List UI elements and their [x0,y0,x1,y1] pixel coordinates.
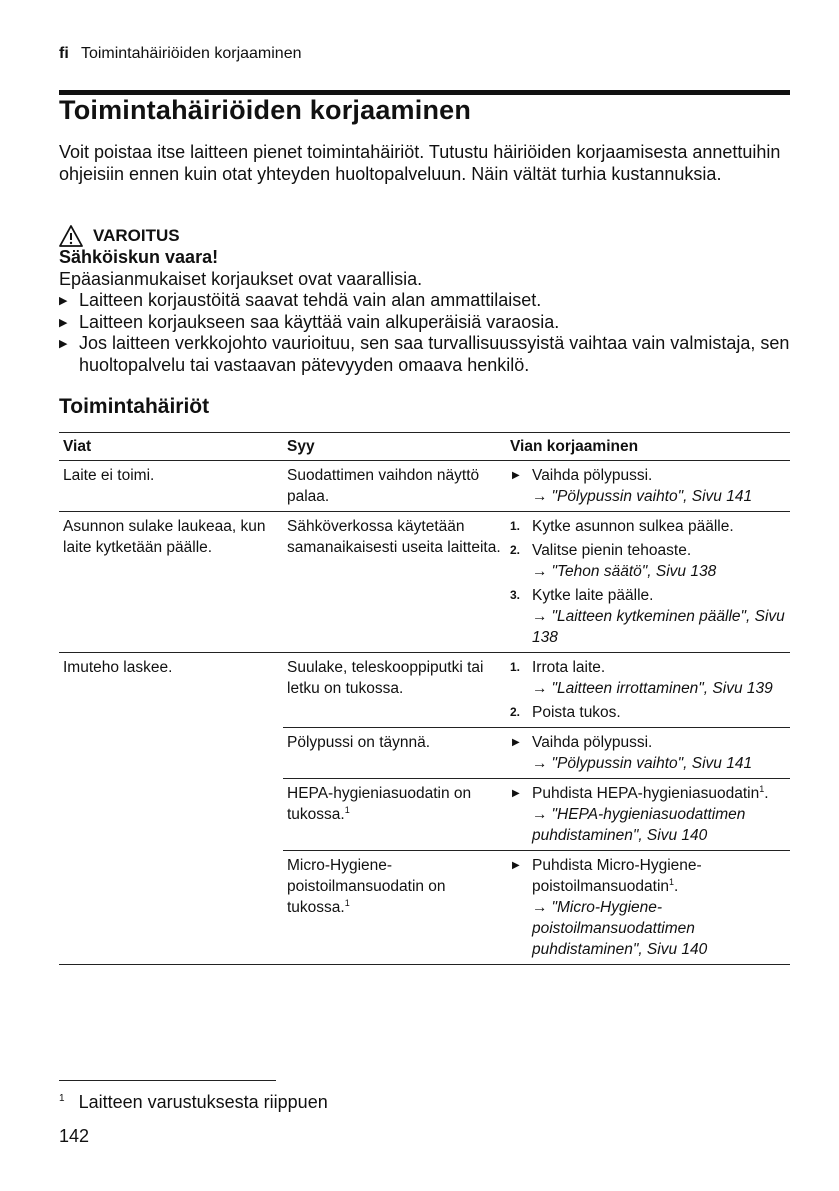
fix-step: ▶ Puhdista HEPA-hygieniasuodatin$^1$. [512,783,769,802]
footnote-number: 1 [59,1093,65,1104]
bullet-icon: ▶ [512,860,520,871]
table-row [59,512,790,653]
fix-cell [506,461,790,511]
arrow-icon: → [532,563,548,580]
footnote-rule [59,1080,276,1081]
page-reference: → "Laitteen irrottaminen", Sivu 139 [532,680,773,697]
fix-step: 3. Kytke laite päälle. [510,587,654,604]
page-reference: → "Pölypussin vaihto", Sivu 141 [532,488,753,505]
bullet-icon: ▶ [512,788,520,799]
table-row [59,653,790,965]
page-reference: → "HEPA-hygieniasuodattimen puhdistaminen", Sivu 140 [532,806,746,844]
cause-cell: HEPA-hygieniasuodatin on tukossa.$^1$ [287,785,472,823]
bullet-icon: ▶ [512,470,520,481]
page-reference: → "Tehon säätö", Sivu 138 [532,563,717,580]
fix-cell [506,779,790,850]
table-header [59,432,790,461]
table-subrow [283,728,790,779]
footnote-mark: 1 [344,804,350,815]
cause-cell: Suodattimen vaihdon näyttö palaa. [287,467,480,505]
warning-subtitle: Sähköiskun vaara! [59,247,219,267]
warning-item: ▶ Jos laitteen verkkojohto vaurioituu, sen saa turvallisuussyistä vaihtaa vain valmistaja, sen huoltopalvelu tai vastaavan pätevyyden omaava henkilö. [59,333,790,375]
arrow-icon: → [532,899,548,916]
table-subrow [283,653,790,728]
fix-step: 1. Kytke asunnon sulkea päälle. [510,518,734,535]
page-title: Toimintahäiriöiden korjaaminen [59,95,472,125]
warning-label: VAROITUS [93,226,180,246]
fix-cell [506,728,790,778]
fix-step: ▶ Puhdista Micro-Hygiene-poistoilmansuodatin$^1$. [512,857,702,895]
language-code: fi [59,45,69,62]
cause-cell: Sähköverkossa käytetään samanaikaisesti useita laitteita. [287,518,501,556]
cause-cell: Suulake, teleskooppiputki tai letku on tukossa. [287,659,484,697]
cause-cell: Micro-Hygiene-poistoilmansuodatin on tukossa.$^1$ [287,857,446,916]
fault-cell: Imuteho laskee. [63,659,173,676]
arrow-icon: → [532,806,548,823]
table-subrow [283,779,790,851]
fix-step: 1. Irrota laite. [510,659,606,676]
footnote-text: Laitteen varustuksesta riippuen [78,1092,328,1112]
page-reference: → "Laitteen kytkeminen päälle", Sivu 138 [532,608,785,646]
bullet-icon: ▶ [59,338,68,350]
arrow-icon: → [532,608,548,625]
warning-text: Epäasianmukaiset korjaukset ovat vaarallisia. [59,268,423,289]
footnote-mark: 1 [759,783,765,794]
fix-cell [506,653,790,727]
column-header-fault: Viat [63,438,92,455]
bullet-icon: ▶ [512,737,520,748]
page-number: 142 [59,1126,90,1146]
sub-rows [283,653,790,964]
column-header-fix: Vian korjaaminen [510,438,639,455]
fix-step: ▶ Vaihda pölypussi. [512,734,653,751]
cause-cell: Pölypussi on täynnä. [287,734,431,751]
fix-cell [506,851,790,964]
troubleshooting-table [59,432,790,965]
running-header [59,45,302,63]
page-reference: → "Micro-Hygiene-poistoilmansuodattimen puhdistaminen", Sivu 140 [532,899,708,958]
fix-step: 2. Poista tukos. [510,704,621,721]
section-title: Toimintahäiriöt [59,395,210,418]
fix-step: 2. Valitse pienin tehoaste. [510,542,692,559]
warning-triangle-icon [59,225,83,247]
fault-cell: Asunnon sulake laukeaa, kun laite kytketään päälle. [63,518,266,556]
warning-box [59,225,790,376]
warning-list [59,290,790,376]
page-reference: → "Pölypussin vaihto", Sivu 141 [532,755,753,772]
arrow-icon: → [532,755,548,772]
header-section: Toimintahäiriöiden korjaaminen [80,45,302,62]
footnote-mark: 1 [344,897,350,908]
bullet-icon: ▶ [59,316,68,329]
warning-heading [59,225,790,247]
fault-cell: Laite ei toimi. [63,467,155,484]
warning-item: ▶ Laitteen korjaukseen saa käyttää vain alkuperäisiä varaosia. [59,311,560,332]
fix-cell [506,512,790,652]
column-header-cause: Syy [287,438,315,455]
arrow-icon: → [532,680,548,697]
arrow-icon: → [532,488,548,505]
footnote [59,1092,328,1113]
bullet-icon: ▶ [59,295,68,307]
warning-item: ▶ Laitteen korjaustöitä saavat tehdä vain alan ammattilaiset. [59,290,542,310]
table-row [59,461,790,512]
table-subrow [283,851,790,964]
intro-paragraph: Voit poistaa itse laitteen pienet toimintahäiriöt. Tutustu häiriöiden korjaamisesta annettuihin ohjeisiin ennen kuin otat yhteyden huoltopalveluun. Näin vältät turhia kustannuksia. [59,142,781,184]
fix-step: ▶ Vaihda pölypussi. [512,467,653,484]
footnote-mark: 1 [669,876,675,887]
